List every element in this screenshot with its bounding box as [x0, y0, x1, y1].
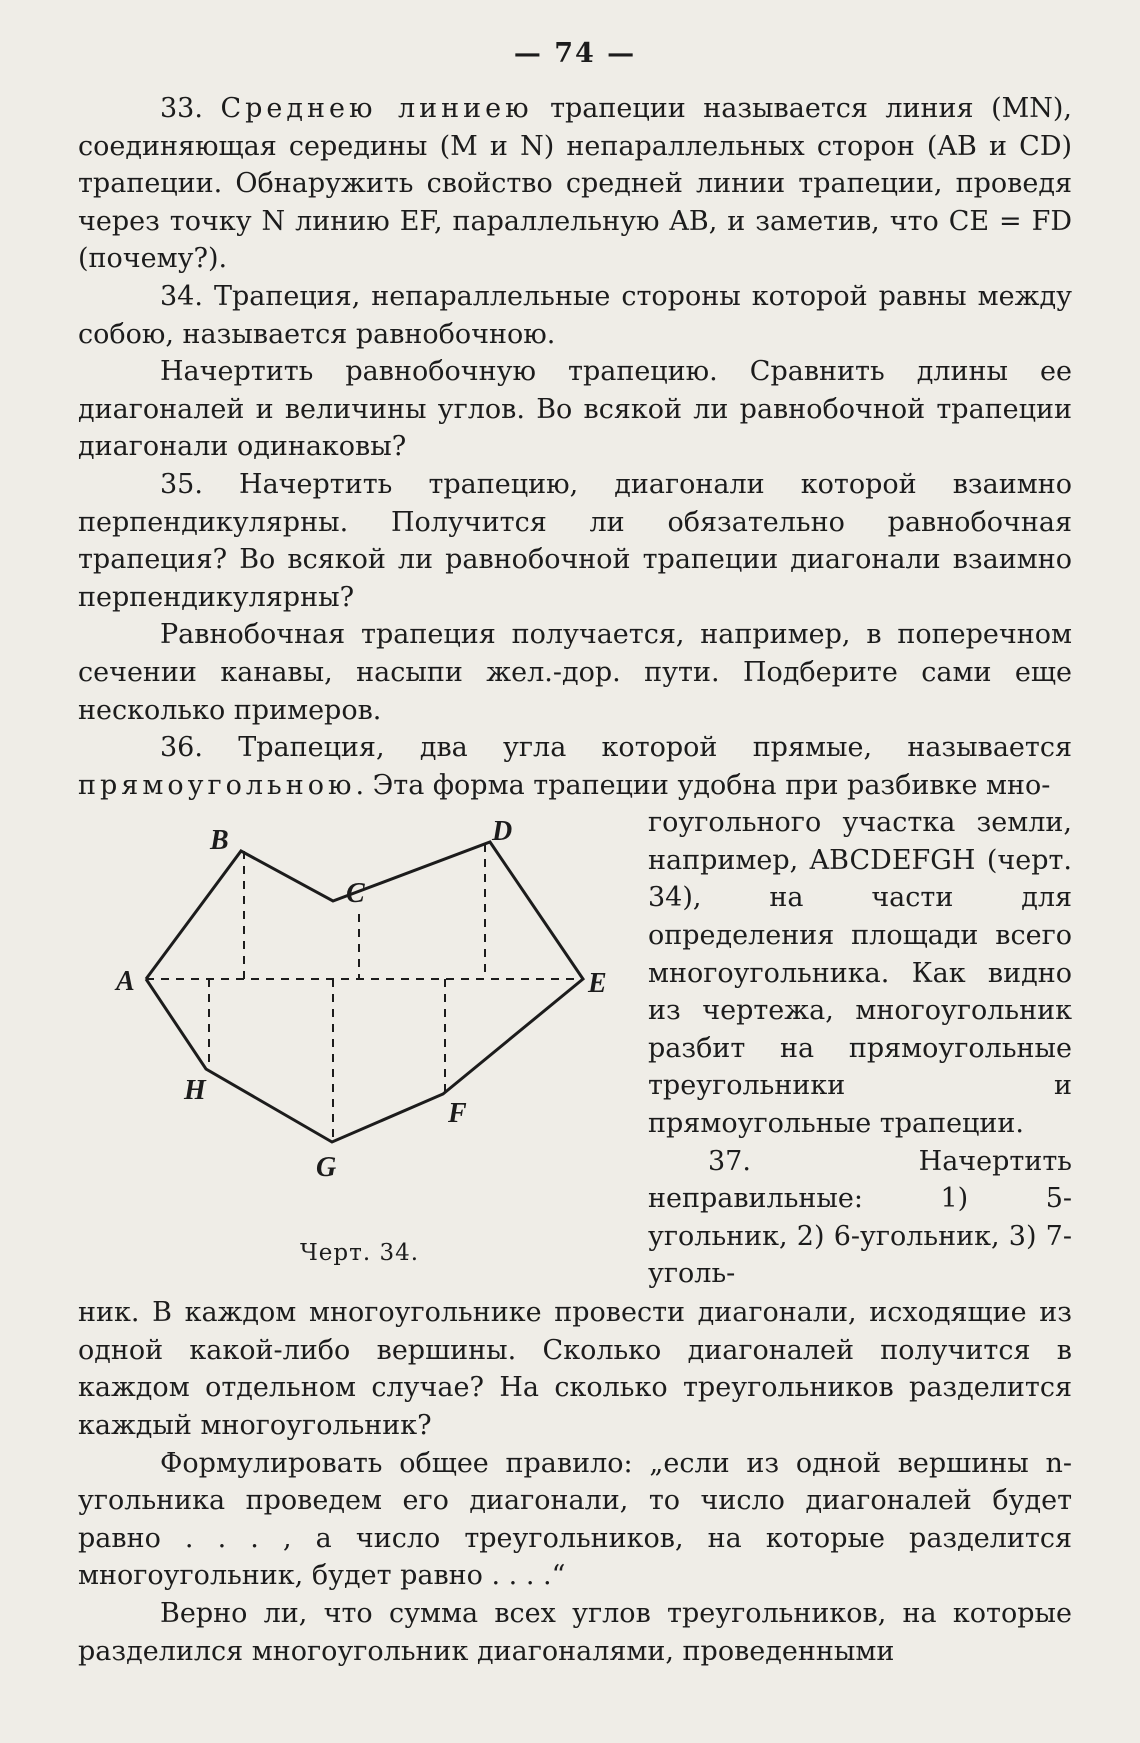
- p36-term: прямоугольною: [78, 769, 356, 801]
- label-E: E: [588, 968, 607, 1000]
- page-number: — 74 —: [513, 38, 637, 69]
- p36-lead: 36. Трапеция, два угла которой прямые, называется: [160, 732, 1072, 764]
- paragraph-33: [78, 90, 1072, 278]
- figure-34: [78, 804, 648, 1294]
- p33-lead: 33.: [160, 93, 221, 124]
- p33-text: трапеции называется линия (MN), соединяющая середины (M и N) непараллельных сторон (AB и CD) трапеции. Обнаружить свойство средней линии трапеции, проведя через точку N линию EF, параллельную AB, и заметив, что CE = FD (почему?).: [78, 93, 1072, 275]
- paragraph-34: 34. Трапеция, непараллельные стороны которой равны между собою, называется равнобочною.: [78, 280, 1072, 350]
- paragraph-36: [78, 729, 1072, 804]
- p36-text: . Эта форма трапеции удобна при разбивке мно-: [355, 769, 1051, 801]
- right-column: [648, 804, 1072, 1293]
- label-B: B: [210, 825, 229, 857]
- paragraph-37-cont: ник. В каждом многоугольнике провести диагонали, исходящие из одной какой-либо вершины. Сколько диагоналей получится в каждом отдельном случае? На сколько треугольников разделится каждый многоугольник?: [78, 1297, 1072, 1442]
- label-C: C: [346, 878, 365, 910]
- label-G: G: [316, 1152, 337, 1184]
- paragraph-35b: Равнобочная трапеция получается, например, в поперечном сечении канавы, насыпи жел.-дор. пути. Подберите сами еще несколько примеров.: [78, 619, 1072, 726]
- paragraph-37c: Верно ли, что сумма всех углов треугольников, на которые разделился многоугольник диагоналями, проведенными: [78, 1598, 1072, 1667]
- paragraph-34b: Начертить равнобочную трапецию. Сравнить длины ее диагоналей и величины углов. Во всякой ли равнобочной трапеции диагонали одинаковы?: [78, 356, 1072, 463]
- label-D: D: [492, 816, 513, 848]
- label-H: H: [184, 1075, 206, 1107]
- figure-section: [78, 804, 1072, 1294]
- figure-caption: Черт. 34.: [300, 1240, 420, 1267]
- paragraph-35: 35. Начертить трапецию, диагонали которой взаимно перпендикулярны. Получится ли обязательно равнобочная трапеция? Во всякой ли равнобочной трапеции диагонали взаимно перпендикулярны?: [78, 468, 1072, 613]
- label-F: F: [448, 1098, 467, 1130]
- paragraph-37b: Формулировать общее правило: „если из одной вершины n-угольника проведем его диагонали, то число диагоналей будет равно . . . , а число треугольников, на которые разделится многоугольник, будет равно . . . .“: [78, 1447, 1072, 1592]
- label-A: A: [116, 966, 135, 998]
- polygon-drawing: [78, 804, 648, 1244]
- paragraph-36-right: гоугольного участка земли, например, ABCDEFGH (черт. 34), на части для определения площади всего многоугольника. Как видно из чертежа, многоугольник разбит на прямоугольные треугольники и прямоугольные трапеции.: [648, 807, 1072, 1140]
- paragraph-37-right: 37. Начертить неправильные: 1) 5-угольник, 2) 6-угольник, 3) 7-уголь-: [648, 1145, 1072, 1290]
- p33-term: Среднею линиею: [220, 93, 533, 124]
